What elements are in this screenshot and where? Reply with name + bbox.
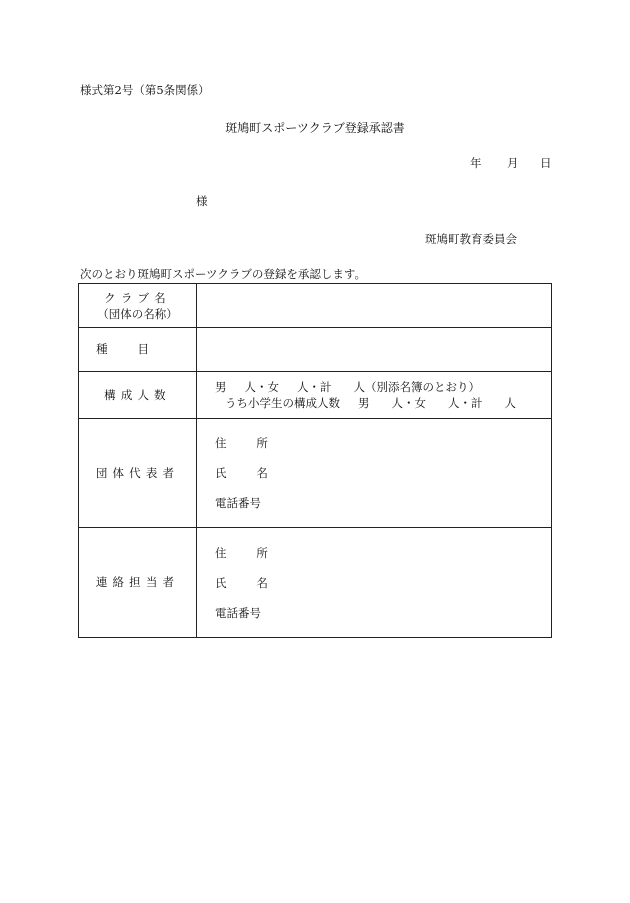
representative-label: 団体代表者 — [79, 419, 197, 528]
row-members — [79, 372, 552, 419]
club-name-label — [79, 284, 197, 328]
members-label: 構成人数 — [79, 372, 197, 419]
club-name-label-line1: クラブ名 — [104, 290, 171, 305]
club-name-value[interactable] — [197, 284, 552, 328]
representative-phone-label: 電話番号 — [215, 496, 261, 510]
contact-address-label: 住所 — [215, 545, 298, 560]
document-title: 斑鳩町スポーツクラブ登録承認書 — [225, 121, 405, 135]
date-month: 月 — [507, 156, 519, 170]
row-representative — [79, 419, 552, 528]
representative-address-label: 住所 — [215, 436, 298, 450]
contact-value — [197, 528, 552, 638]
category-value[interactable] — [197, 328, 552, 372]
representative-value — [197, 419, 552, 528]
category-label: 種目 — [79, 328, 197, 372]
issuer-name: 斑鳩町教育委員会 — [425, 232, 517, 246]
club-name-label-line2: （団体の名称） — [97, 306, 178, 321]
representative-name-label: 氏名 — [215, 466, 298, 480]
date-year: 年 — [470, 156, 482, 170]
form-number: 様式第2号（第5条関係） — [80, 83, 210, 97]
members-line1: 男 人・女 人・計 人（別添名簿のとおり） — [215, 380, 480, 394]
row-category — [79, 328, 552, 372]
row-club-name — [79, 284, 552, 328]
approval-table — [78, 283, 552, 638]
row-contact — [79, 528, 552, 638]
contact-phone-label: 電話番号 — [215, 605, 261, 620]
contact-name-label: 氏名 — [215, 575, 298, 590]
contact-label: 連絡担当者 — [79, 528, 197, 638]
members-line2: うち小学生の構成人数 男 人・女 人・計 人 — [225, 396, 516, 410]
intro-text: 次のとおり斑鳩町スポーツクラブの登録を承認します。 — [80, 267, 367, 281]
members-value — [197, 372, 552, 419]
addressee-suffix: 様 — [196, 194, 208, 208]
date-day: 日 — [540, 156, 552, 170]
